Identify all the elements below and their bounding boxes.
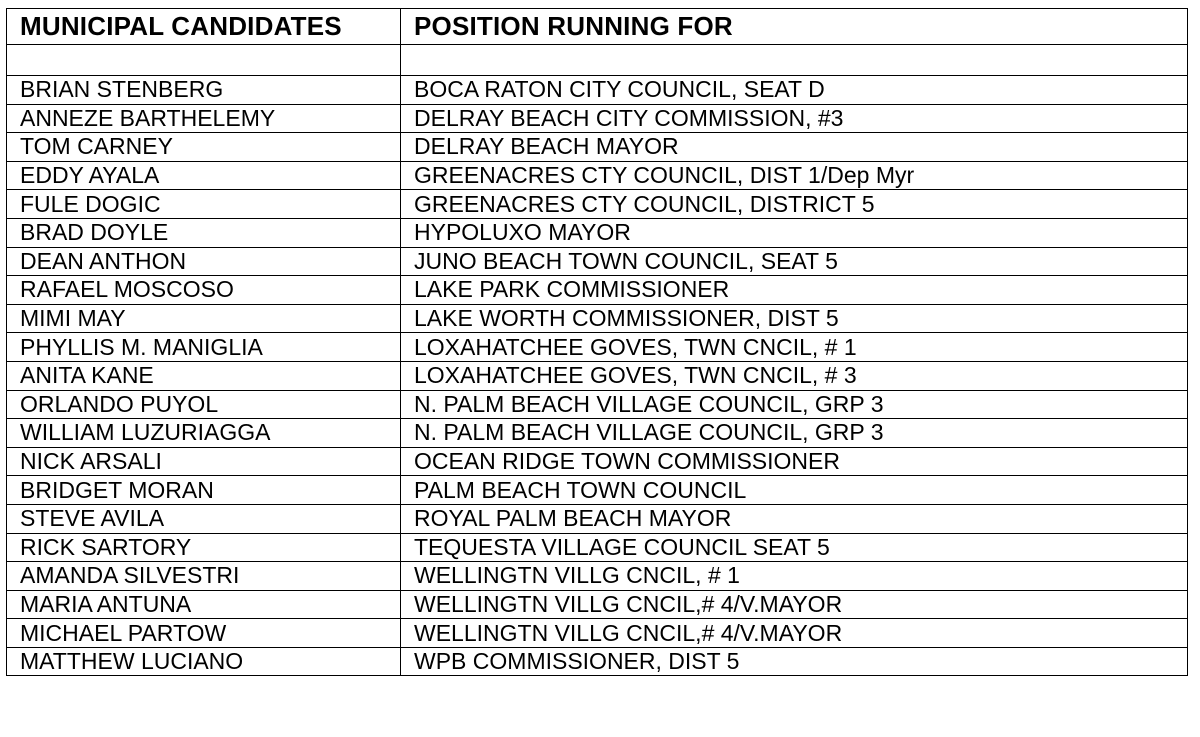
candidate-name-cell: BRIDGET MORAN — [7, 476, 401, 505]
table-row — [7, 161, 1188, 190]
table-row — [7, 76, 1188, 105]
position-cell: ROYAL PALM BEACH MAYOR — [401, 504, 1188, 533]
table-row — [7, 533, 1188, 562]
table-row — [7, 390, 1188, 419]
candidate-name-cell: ANITA KANE — [7, 361, 401, 390]
candidate-name-cell: RICK SARTORY — [7, 533, 401, 562]
table-row — [7, 447, 1188, 476]
position-cell: TEQUESTA VILLAGE COUNCIL SEAT 5 — [401, 533, 1188, 562]
position-cell: WPB COMMISSIONER, DIST 5 — [401, 647, 1188, 676]
table-row — [7, 590, 1188, 619]
candidate-name-cell: TOM CARNEY — [7, 133, 401, 162]
candidate-name-cell: MIMI MAY — [7, 304, 401, 333]
table-row — [7, 247, 1188, 276]
table-row — [7, 619, 1188, 648]
candidate-name-cell: BRIAN STENBERG — [7, 76, 401, 105]
candidate-name-cell: ORLANDO PUYOL — [7, 390, 401, 419]
header-position-running-for: POSITION RUNNING FOR — [401, 9, 1188, 45]
table-row — [7, 504, 1188, 533]
table-row — [7, 104, 1188, 133]
position-cell: GREENACRES CTY COUNCIL, DIST 1/Dep Myr — [401, 161, 1188, 190]
candidate-name-cell: PHYLLIS M. MANIGLIA — [7, 333, 401, 362]
position-cell: DELRAY BEACH MAYOR — [401, 133, 1188, 162]
candidate-name-cell: FULE DOGIC — [7, 190, 401, 219]
table-body — [7, 45, 1188, 676]
candidate-name-cell: WILLIAM LUZURIAGGA — [7, 419, 401, 448]
candidate-name-cell: MICHAEL PARTOW — [7, 619, 401, 648]
position-cell: PALM BEACH TOWN COUNCIL — [401, 476, 1188, 505]
candidate-name-cell: DEAN ANTHON — [7, 247, 401, 276]
table-row — [7, 361, 1188, 390]
candidate-name-cell: RAFAEL MOSCOSO — [7, 276, 401, 305]
table-row — [7, 190, 1188, 219]
table-row — [7, 419, 1188, 448]
table-row — [7, 333, 1188, 362]
blank-cell — [401, 45, 1188, 76]
candidate-name-cell: NICK ARSALI — [7, 447, 401, 476]
position-cell: N. PALM BEACH VILLAGE COUNCIL, GRP 3 — [401, 390, 1188, 419]
blank-row — [7, 45, 1188, 76]
candidate-name-cell: ANNEZE BARTHELEMY — [7, 104, 401, 133]
position-cell: N. PALM BEACH VILLAGE COUNCIL, GRP 3 — [401, 419, 1188, 448]
candidate-name-cell: BRAD DOYLE — [7, 218, 401, 247]
candidate-name-cell: MATTHEW LUCIANO — [7, 647, 401, 676]
position-cell: OCEAN RIDGE TOWN COMMISSIONER — [401, 447, 1188, 476]
header-municipal-candidates: MUNICIPAL CANDIDATES — [7, 9, 401, 45]
candidate-name-cell: STEVE AVILA — [7, 504, 401, 533]
header-row — [7, 9, 1188, 45]
table-row — [7, 562, 1188, 591]
position-cell: WELLINGTN VILLG CNCIL, # 1 — [401, 562, 1188, 591]
blank-cell — [7, 45, 401, 76]
position-cell: HYPOLUXO MAYOR — [401, 218, 1188, 247]
position-cell: JUNO BEACH TOWN COUNCIL, SEAT 5 — [401, 247, 1188, 276]
position-cell: WELLINGTN VILLG CNCIL,# 4/V.MAYOR — [401, 590, 1188, 619]
table-row — [7, 218, 1188, 247]
position-cell: LOXAHATCHEE GOVES, TWN CNCIL, # 1 — [401, 333, 1188, 362]
position-cell: LAKE WORTH COMMISSIONER, DIST 5 — [401, 304, 1188, 333]
position-cell: LOXAHATCHEE GOVES, TWN CNCIL, # 3 — [401, 361, 1188, 390]
table-row — [7, 133, 1188, 162]
candidates-table — [6, 8, 1188, 676]
candidate-name-cell: AMANDA SILVESTRI — [7, 562, 401, 591]
position-cell: BOCA RATON CITY COUNCIL, SEAT D — [401, 76, 1188, 105]
table-row — [7, 647, 1188, 676]
position-cell: DELRAY BEACH CITY COMMISSION, #3 — [401, 104, 1188, 133]
position-cell: GREENACRES CTY COUNCIL, DISTRICT 5 — [401, 190, 1188, 219]
table-row — [7, 476, 1188, 505]
table-row — [7, 276, 1188, 305]
candidate-name-cell: EDDY AYALA — [7, 161, 401, 190]
candidate-name-cell: MARIA ANTUNA — [7, 590, 401, 619]
table-row — [7, 304, 1188, 333]
position-cell: WELLINGTN VILLG CNCIL,# 4/V.MAYOR — [401, 619, 1188, 648]
position-cell: LAKE PARK COMMISSIONER — [401, 276, 1188, 305]
